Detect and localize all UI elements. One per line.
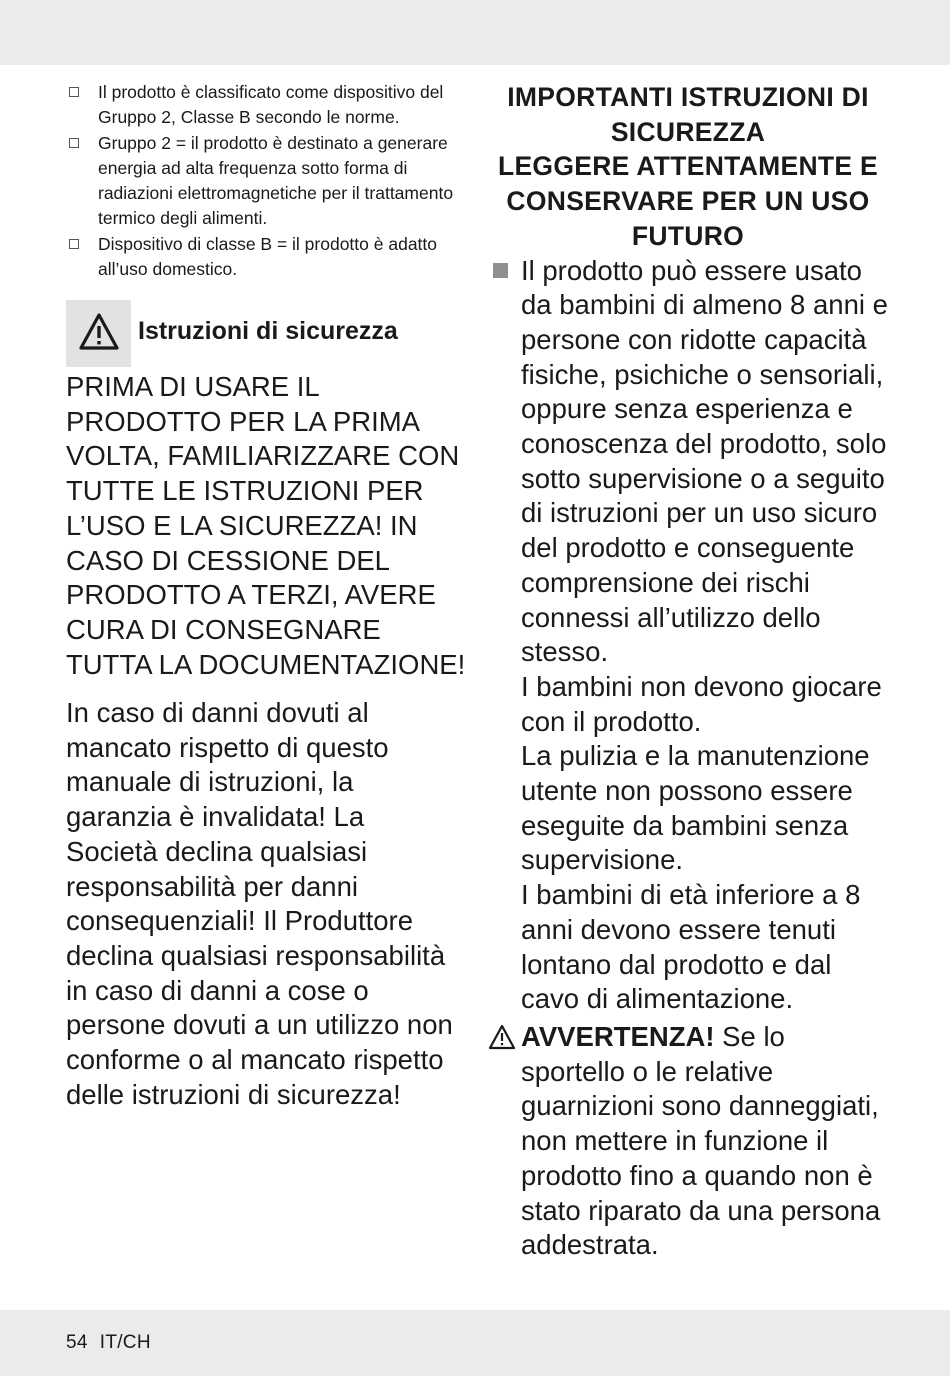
bullet-paragraph: La pulizia e la manutenzione utente non possono essere eseguite da bambini senza supervisione. — [521, 740, 870, 876]
left-column — [66, 80, 458, 282]
list-item — [66, 232, 458, 283]
warning-label: AVVERTENZA! — [521, 1020, 715, 1052]
list-item — [66, 80, 458, 131]
heading-line: LEGGERE ATTENTAMENTE E CONSERVARE PER UN USO FUTURO — [497, 151, 879, 251]
bullet-paragraph: I bambini di età inferiore a 8 anni devono essere tenuti lontano dal prodotto e dal cavo di alimentazione. — [521, 879, 861, 1015]
section-title: Istruzioni di sicurezza — [138, 317, 398, 345]
list-item-text: Gruppo 2 = il prodotto è destinato a generare energia ad alta frequenza sotto forma di radiazioni elettromagnetiche per il trattamento termico degli alimenti. — [98, 132, 454, 229]
children-safety-bullet — [488, 254, 888, 1017]
list-item-text: Dispositivo di classe B = il prodotto è adatto all’uso domestico. — [98, 233, 438, 280]
bullet-paragraph: I bambini non devono giocare con il prodotto. — [521, 670, 882, 737]
header-band — [0, 0, 950, 65]
heading-line: IMPORTANTI ISTRUZIONI DI SICUREZZA — [507, 82, 869, 147]
door-warning-block — [488, 1020, 888, 1263]
bullet-paragraph: Il prodotto può essere usato da bambini di almeno 8 anni e persone con ridotte capacità fisiche, psichiche o sensoriali, oppure senza esperienza e conoscenza del prodotto, solo sotto supervisione o a seguito di istruzioni per un uso sicuro del prodotto e conseguente comprensione dei rischi connessi all’utilizzo dello stesso. — [521, 254, 888, 668]
checkbox-bullet-icon — [69, 239, 79, 249]
important-instructions-heading — [488, 80, 888, 254]
page-number: 54 — [66, 1332, 88, 1353]
page-footer — [66, 1332, 151, 1354]
square-bullet-icon — [493, 263, 508, 278]
warning-icon-box — [66, 300, 131, 367]
checkbox-bullet-icon — [69, 138, 79, 148]
list-item — [66, 131, 458, 232]
right-column — [488, 80, 888, 1263]
warning-text: Se lo sportello o le relative guarnizioni sono danneggiati, non mettere in funzione il prodotto fino a quando non è stato riparato da una persona addestrata. — [521, 1020, 881, 1261]
list-item-text: Il prodotto è classificato come dispositivo del Gruppo 2, Classe B secondo le norme. — [98, 82, 444, 128]
warning-triangle-icon — [78, 312, 120, 352]
safety-section-heading — [66, 300, 458, 367]
liability-paragraph: In caso di danni dovuti al mancato rispetto di questo manuale di istruzioni, la garanzia è invalidata! La Società declina qualsiasi responsabilità per danni consequenziali! Il Produttore declina qualsiasi responsabilità in caso di danni a cose o persone dovuti a un utilizzo non conforme o al mancato rispetto delle istruzioni di sicurezza! — [66, 697, 453, 1110]
checkbox-bullet-icon — [69, 87, 79, 97]
warning-triangle-icon — [488, 1024, 516, 1050]
caps-warning-paragraph: PRIMA DI USARE IL PRODOTTO PER LA PRIMA VOLTA, FAMILIARIZZARE CON TUTTE LE ISTRUZIONI PER L’USO E LA SICUREZZA! IN CASO DI CESSIONE DEL PRODOTTO A TERZI, AVERE CURA DI CONSEGNARE TUTTA LA DOCUMENTAZIONE! — [66, 371, 466, 680]
classification-list — [66, 80, 458, 282]
locale-code: IT/CH — [99, 1332, 151, 1353]
warning-paragraph — [521, 1020, 888, 1263]
